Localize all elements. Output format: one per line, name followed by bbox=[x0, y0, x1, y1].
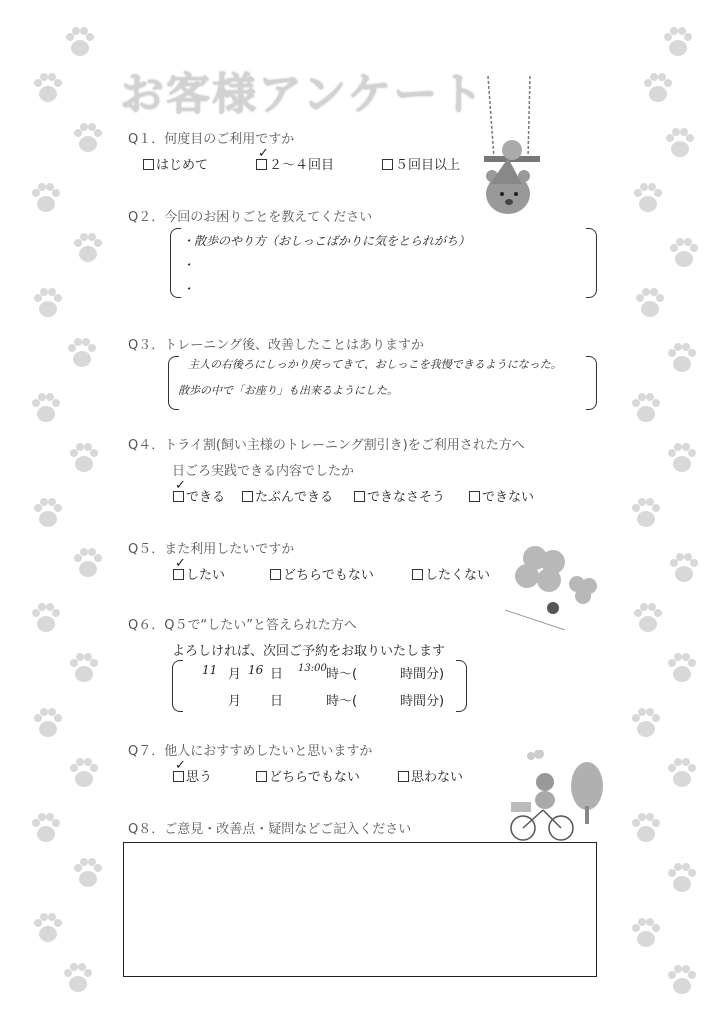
paw-icon bbox=[30, 910, 66, 946]
q6-row2-from-label: 時～( bbox=[326, 694, 358, 709]
q3-answer-line[interactable]: 散歩の中で「お座り」も出来るようにした。 bbox=[178, 384, 398, 397]
paw-icon bbox=[28, 180, 64, 216]
q6-row1-month-value[interactable]: 11 bbox=[202, 663, 218, 677]
q2-answer-line[interactable]: ・ bbox=[182, 282, 195, 296]
paw-icon bbox=[28, 390, 64, 426]
checkbox-icon bbox=[398, 771, 409, 782]
q4-option-4[interactable] bbox=[469, 486, 534, 505]
option-label: したくない bbox=[425, 568, 491, 583]
q6-row2-month-label: 月 bbox=[228, 694, 242, 709]
paw-icon bbox=[30, 70, 66, 106]
q4-option-3[interactable] bbox=[354, 486, 445, 505]
q7-option-3[interactable] bbox=[398, 766, 463, 785]
option-label: どちらでもない bbox=[283, 568, 374, 583]
q6-question: Q６．Q５で“したい”と答えられた方へ bbox=[128, 618, 357, 633]
paw-icon bbox=[664, 340, 700, 376]
check-mark: ✓ bbox=[175, 478, 186, 493]
option-label: ２～４回目 bbox=[269, 158, 335, 173]
clover-illustration bbox=[505, 540, 615, 630]
q6-row1-day-value[interactable]: 16 bbox=[248, 663, 264, 677]
q6-question-sub: よろしければ、次回ご予約をお取りいたします bbox=[172, 644, 446, 659]
q6-row1-day-label: 日 bbox=[270, 667, 284, 682]
option-label: できない bbox=[482, 490, 535, 505]
option-label: はじめて bbox=[156, 158, 209, 173]
paw-icon bbox=[70, 230, 106, 266]
paw-icon bbox=[630, 600, 666, 636]
q6-row1-time-value[interactable]: 13:00 bbox=[298, 663, 327, 674]
checkbox-icon bbox=[354, 491, 365, 502]
option-label: ５回目以上 bbox=[395, 158, 461, 173]
paw-icon bbox=[630, 180, 666, 216]
comment-textarea[interactable] bbox=[123, 842, 597, 977]
paw-icon bbox=[660, 24, 696, 60]
option-label: どちらでもない bbox=[269, 770, 360, 785]
q5-question: Q５．また利用したいですか bbox=[128, 542, 295, 557]
q4-question: Q４．トライ割(飼い主様のトレーニング割引き)をご利用された方へ bbox=[128, 438, 525, 453]
checkbox-icon bbox=[469, 491, 480, 502]
checkbox-icon bbox=[270, 569, 281, 580]
q1-option-1[interactable] bbox=[143, 154, 208, 173]
paw-icon bbox=[60, 960, 96, 996]
q8-question: Q８．ご意見・改善点・疑問などご記入ください bbox=[128, 822, 412, 837]
q5-option-2[interactable] bbox=[270, 564, 374, 583]
q7-question: Q７．他人におすすめしたいと思いますか bbox=[128, 744, 373, 759]
check-mark: ✓ bbox=[258, 146, 269, 161]
option-label: できる bbox=[186, 490, 226, 505]
option-label: 思わない bbox=[411, 770, 464, 785]
paw-icon bbox=[628, 390, 664, 426]
q3-question: Q３．トレーニング後、改善したことはありますか bbox=[128, 338, 424, 353]
paw-icon bbox=[640, 70, 676, 106]
paw-icon bbox=[628, 495, 664, 531]
checkbox-icon bbox=[242, 491, 253, 502]
q4-question-sub: 日ごろ実践できる内容でしたか bbox=[172, 464, 355, 479]
q3-answer-line[interactable]: 主人の右後ろにしっかり戻ってきて、おしっこを我慢できるようになった。 bbox=[188, 358, 562, 371]
q2-question: Q２．今回のお困りごとを教えてください bbox=[128, 210, 373, 225]
paw-icon bbox=[664, 650, 700, 686]
paw-icon bbox=[30, 705, 66, 741]
q2-answer-line[interactable]: ・散歩のやり方（おしっこばかりに気をとられがち） bbox=[182, 234, 471, 248]
bracket-left bbox=[170, 228, 181, 298]
option-label: たぶんできる bbox=[255, 490, 334, 505]
q1-question: Q１．何度目のご利用ですか bbox=[128, 132, 295, 147]
paw-icon bbox=[62, 24, 98, 60]
paw-icon bbox=[632, 285, 668, 321]
paw-icon bbox=[664, 755, 700, 791]
checkbox-icon bbox=[382, 159, 393, 170]
paw-icon bbox=[66, 440, 102, 476]
q7-option-2[interactable] bbox=[256, 766, 360, 785]
paw-icon bbox=[66, 650, 102, 686]
bracket-left bbox=[172, 660, 183, 712]
paw-icon bbox=[628, 705, 664, 741]
q4-option-2[interactable] bbox=[242, 486, 333, 505]
paw-icon bbox=[70, 855, 106, 891]
paw-icon bbox=[64, 335, 100, 371]
paw-icon bbox=[664, 860, 700, 896]
paw-icon bbox=[664, 440, 700, 476]
bracket-right bbox=[586, 356, 597, 410]
checkbox-icon bbox=[412, 569, 423, 580]
q6-row2-duration-label: 時間分) bbox=[400, 694, 445, 709]
check-mark: ✓ bbox=[175, 556, 186, 571]
bear-swing-illustration bbox=[470, 72, 560, 232]
check-mark: ✓ bbox=[175, 758, 186, 773]
paw-icon bbox=[30, 285, 66, 321]
paw-icon bbox=[28, 600, 64, 636]
paw-icon bbox=[70, 545, 106, 581]
q2-answer-line[interactable]: ・ bbox=[182, 258, 195, 272]
paw-icon bbox=[30, 495, 66, 531]
page-title: お客様アンケート bbox=[120, 69, 486, 120]
option-label: したい bbox=[186, 568, 226, 583]
paw-icon bbox=[628, 810, 664, 846]
paw-icon bbox=[628, 915, 664, 951]
paw-icon bbox=[66, 755, 102, 791]
paw-icon bbox=[666, 550, 702, 586]
bicycle-bear-illustration bbox=[495, 750, 615, 845]
paw-icon bbox=[70, 120, 106, 156]
paw-icon bbox=[662, 125, 698, 161]
option-label: 思う bbox=[186, 770, 213, 785]
q6-row1-duration-label: 時間分) bbox=[400, 667, 445, 682]
q1-option-3[interactable] bbox=[382, 154, 460, 173]
checkbox-icon bbox=[256, 771, 267, 782]
bracket-right bbox=[456, 660, 467, 712]
option-label: できなさそう bbox=[367, 490, 446, 505]
paw-icon bbox=[28, 810, 64, 846]
paw-icon bbox=[666, 235, 702, 271]
paw-icon bbox=[664, 962, 700, 998]
bracket-right bbox=[586, 228, 597, 298]
q5-option-3[interactable] bbox=[412, 564, 490, 583]
q6-row1-month-label: 月 bbox=[228, 667, 242, 682]
q6-row1-from-label: 時～( bbox=[326, 667, 358, 682]
q6-row2-day-label: 日 bbox=[270, 694, 284, 709]
checkbox-icon bbox=[143, 159, 154, 170]
